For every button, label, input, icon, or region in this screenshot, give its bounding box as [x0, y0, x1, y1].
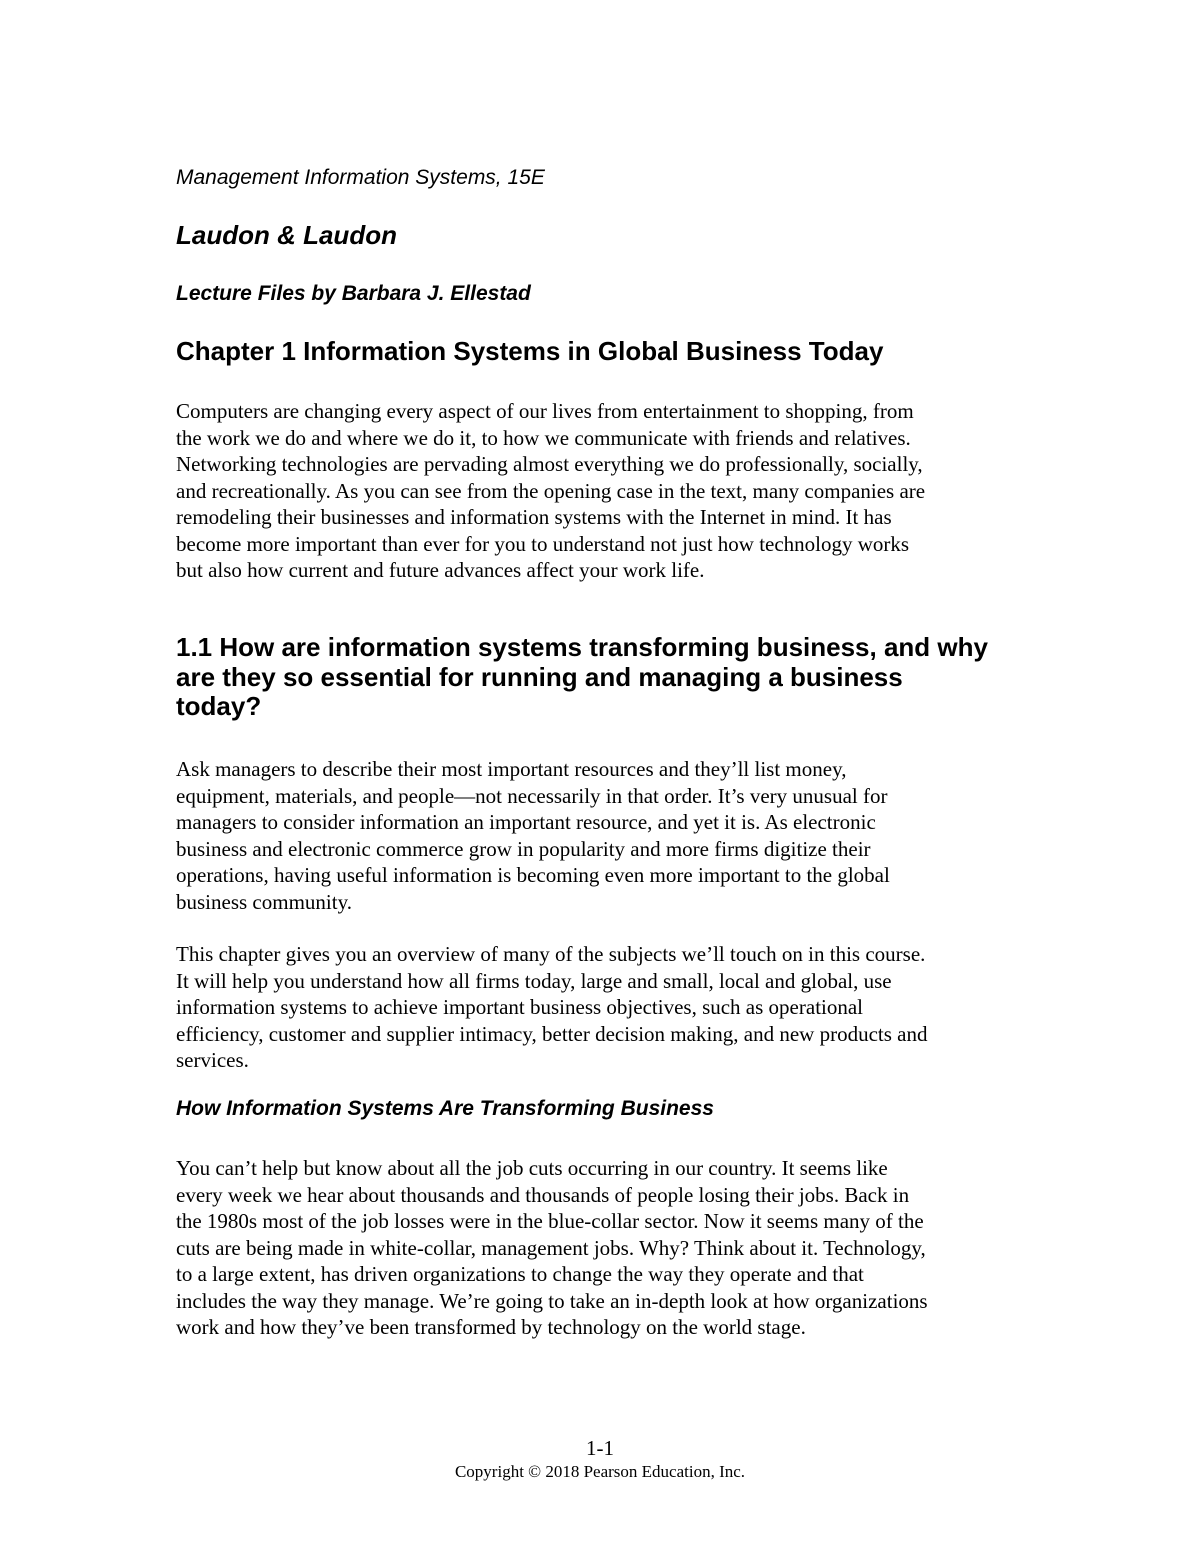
- chapter-title: Chapter 1 Information Systems in Global Business Today: [176, 336, 884, 366]
- paragraph-line: cuts are being made in white-collar, management jobs. Why? Think about it. Technology,: [176, 1235, 926, 1260]
- paragraph-line: Computers are changing every aspect of our lives from entertainment to shopping, from: [176, 399, 914, 423]
- subsection-paragraph: [176, 1155, 1036, 1341]
- section-heading-line: today?: [176, 691, 262, 721]
- paragraph-line: Networking technologies are pervading almost everything we do professionally, socially,: [176, 452, 923, 476]
- paragraph-line: business and electronic commerce grow in popularity and more firms digitize their: [176, 836, 871, 861]
- section-paragraph-1: [176, 756, 1036, 915]
- paragraph-line: You can’t help but know about all the job cuts occurring in our country. It seems like: [176, 1156, 888, 1180]
- paragraph-line: and recreationally. As you can see from the opening case in the text, many companies are: [176, 478, 926, 503]
- copyright-notice: Copyright © 2018 Pearson Education, Inc.: [454, 1462, 746, 1481]
- paragraph-line: managers to consider information an important resource, and yet it is. As electronic: [176, 810, 876, 834]
- authors-heading: Laudon & Laudon: [176, 220, 397, 250]
- section-heading-line: 1.1 How are information systems transforming business, and why: [176, 632, 988, 662]
- paragraph-line: work and how they’ve been transformed by technology on the world stage.: [176, 1315, 806, 1339]
- paragraph-line: the 1980s most of the job losses were in the blue-collar sector. Now it seems many of the: [176, 1209, 924, 1233]
- page-footer: [0, 1436, 1200, 1484]
- paragraph-line: It will help you understand how all firms today, large and small, local and global, use: [176, 968, 892, 993]
- intro-paragraph: [176, 398, 1036, 584]
- paragraph-line: to a large extent, has driven organizations to change the way they operate and that: [176, 1262, 864, 1286]
- section-paragraph-2: [176, 941, 1036, 1074]
- paragraph-line: information systems to achieve important business objectives, such as operational: [176, 995, 864, 1019]
- paragraph-line: This chapter gives you an overview of many of the subjects we’ll touch on in this course.: [176, 942, 926, 966]
- paragraph-line: every week we hear about thousands and thousands of people losing their jobs. Back in: [176, 1182, 910, 1207]
- paragraph-line: become more important than ever for you to understand not just how technology works: [176, 531, 910, 556]
- paragraph-line: includes the way they manage. We’re going to take an in-depth look at how organizations: [176, 1288, 928, 1313]
- subsection-heading: How Information Systems Are Transforming Business: [176, 1097, 714, 1120]
- section-heading-line: are they so essential for running and managing a business: [176, 661, 903, 692]
- paragraph-line: operations, having useful information is becoming even more important to the global: [176, 863, 890, 887]
- paragraph-line: but also how current and future advances affect your work life.: [176, 558, 705, 582]
- section-heading: [176, 633, 988, 722]
- paragraph-line: equipment, materials, and people—not necessarily in that order. It’s very unusual for: [176, 783, 888, 808]
- paragraph-line: the work we do and where we do it, to how we communicate with friends and relatives.: [176, 425, 911, 450]
- lecture-files-credit: Lecture Files by Barbara J. Ellestad: [176, 282, 531, 305]
- paragraph-line: remodeling their businesses and information systems with the Internet in mind. It has: [176, 505, 892, 529]
- paragraph-line: Ask managers to describe their most important resources and they’ll list money,: [176, 757, 847, 781]
- book-title: Management Information Systems, 15E: [176, 166, 545, 189]
- page-number: 1-1: [586, 1436, 614, 1460]
- paragraph-line: business community.: [176, 889, 352, 914]
- paragraph-line: efficiency, customer and supplier intimacy, better decision making, and new products and: [176, 1021, 928, 1046]
- paragraph-line: services.: [176, 1048, 249, 1072]
